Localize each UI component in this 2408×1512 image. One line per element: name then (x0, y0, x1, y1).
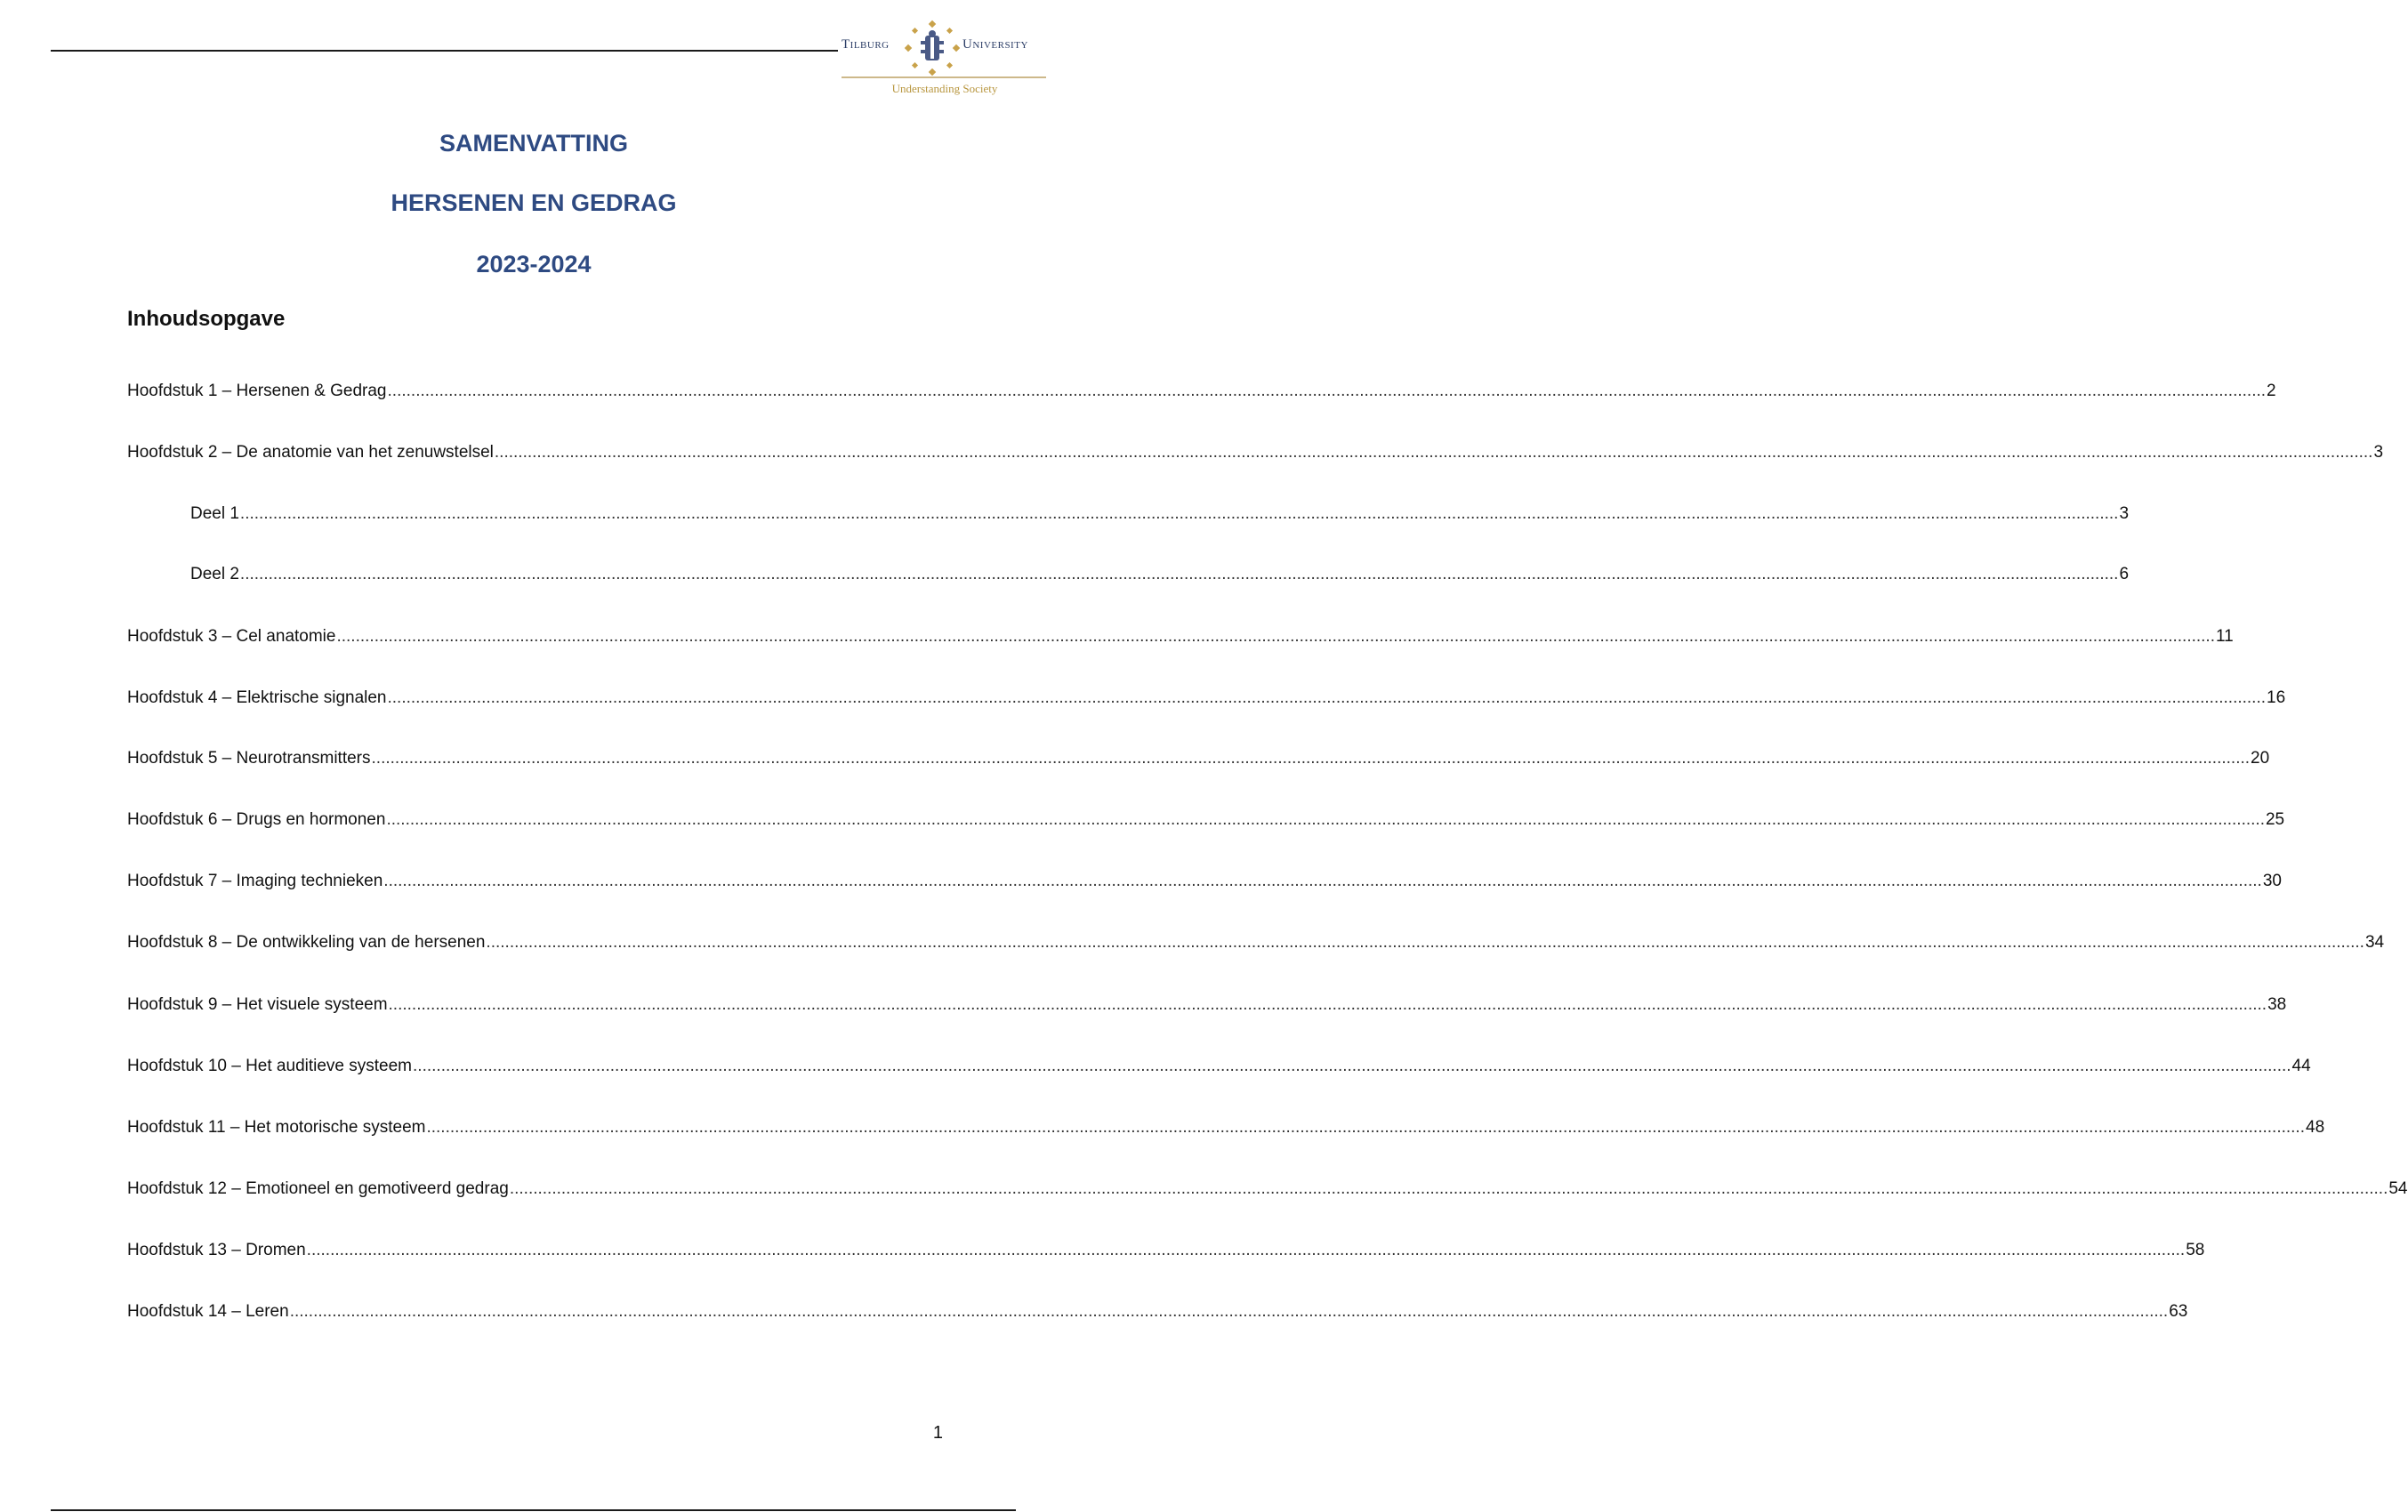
header-rule (51, 50, 838, 52)
toc-entry-label: Hoofdstuk 12 – Emotioneel en gemotiveerd gedrag (127, 1179, 509, 1198)
toc-entry[interactable] (127, 930, 2385, 955)
toc-entry-label: Hoofdstuk 11 – Het motorische systeem (127, 1118, 426, 1137)
toc-entry-label: Hoofdstuk 14 – Leren (127, 1302, 289, 1321)
toc-entry-page: 6 (2119, 565, 2130, 583)
toc-dot-leader: ................................................................................................................................................................................................................................................................................................................................................................................................................ (336, 627, 2215, 646)
toc-dot-leader: ................................................................................................................................................................................................................................................................................................................................................................................................................ (289, 1302, 2169, 1321)
toc-dot-leader: ................................................................................................................................................................................................................................................................................................................................................................................................................ (239, 565, 2119, 583)
toc-entry[interactable] (127, 1238, 2205, 1263)
toc-dot-leader: ................................................................................................................................................................................................................................................................................................................................................................................................................ (509, 1179, 2388, 1198)
toc-entry-page: 20 (2251, 749, 2270, 768)
toc-entry-page: 25 (2265, 810, 2285, 829)
university-emblem-icon (904, 20, 961, 76)
toc-dot-leader: ................................................................................................................................................................................................................................................................................................................................................................................................................ (371, 749, 2251, 768)
logo-rule (842, 76, 1046, 78)
toc-entry-label: Hoofdstuk 9 – Het visuele systeem (127, 995, 388, 1014)
toc-entry-page: 11 (2216, 627, 2234, 646)
toc-entry-label: Hoofdstuk 6 – Drugs en hormonen (127, 810, 386, 829)
toc-dot-leader: ................................................................................................................................................................................................................................................................................................................................................................................................................ (387, 382, 2267, 400)
toc-dot-leader: ................................................................................................................................................................................................................................................................................................................................................................................................................ (426, 1118, 2305, 1137)
toc-entry[interactable] (190, 562, 2130, 587)
toc-entry-label: Hoofdstuk 10 – Het auditieve systeem (127, 1057, 413, 1075)
toc-entry[interactable] (127, 869, 2282, 894)
toc-entry[interactable] (127, 1115, 2325, 1140)
title-samenvatting: SAMENVATTING (439, 130, 628, 157)
logo-word-university: University (962, 37, 1028, 52)
toc-entry-page: 2 (2267, 382, 2276, 400)
toc-entry-label: Hoofdstuk 13 – Dromen (127, 1241, 306, 1259)
toc-entry-label: Hoofdstuk 5 – Neurotransmitters (127, 749, 371, 768)
toc-entry-page: 3 (2373, 443, 2384, 462)
title-year: 2023-2024 (476, 251, 592, 277)
toc-entry-label: Hoofdstuk 1 – Hersenen & Gedrag (127, 382, 387, 400)
toc-entry-label: Deel 1 (190, 504, 239, 523)
toc-entry-page: 38 (2267, 995, 2287, 1014)
toc-entry[interactable] (127, 624, 2234, 649)
toc-entry-page: 16 (2267, 688, 2286, 707)
toc-entry-label: Hoofdstuk 7 – Imaging technieken (127, 872, 383, 890)
footer-rule (51, 1509, 1016, 1511)
toc-dot-leader: ................................................................................................................................................................................................................................................................................................................................................................................................................ (383, 872, 2262, 890)
toc-entry-page: 63 (2169, 1302, 2188, 1321)
toc-entry[interactable] (127, 1177, 2408, 1202)
toc-entry[interactable] (127, 746, 2270, 771)
toc-entry[interactable] (127, 379, 2276, 404)
toc-entry-label: Hoofdstuk 3 – Cel anatomie (127, 627, 336, 646)
toc-dot-leader: ................................................................................................................................................................................................................................................................................................................................................................................................................ (239, 504, 2119, 523)
toc-entry[interactable] (127, 686, 2286, 711)
tilburg-university-logo (840, 18, 1050, 102)
toc-entry-page: 34 (2364, 933, 2385, 952)
toc-entry-label: Hoofdstuk 4 – Elektrische signalen (127, 688, 387, 707)
toc-entry-page: 30 (2262, 872, 2282, 890)
logo-word-tilburg: Tilburg (842, 37, 890, 52)
toc-entry[interactable] (127, 808, 2285, 832)
toc-entry[interactable] (127, 1299, 2188, 1324)
toc-dot-leader: ................................................................................................................................................................................................................................................................................................................................................................................................................ (486, 933, 2364, 952)
toc-dot-leader: ................................................................................................................................................................................................................................................................................................................................................................................................................ (413, 1057, 2291, 1075)
toc-entry[interactable] (127, 993, 2287, 1017)
toc-dot-leader: ................................................................................................................................................................................................................................................................................................................................................................................................................ (387, 688, 2267, 707)
toc-dot-leader: ................................................................................................................................................................................................................................................................................................................................................................................................................ (494, 443, 2373, 462)
toc-entry-page: 58 (2186, 1241, 2205, 1259)
toc-entry-page: 48 (2306, 1118, 2325, 1137)
toc-entry-label: Hoofdstuk 8 – De ontwikkeling van de hersenen (127, 933, 486, 952)
toc-entry-label: Hoofdstuk 2 – De anatomie van het zenuwstelsel (127, 443, 494, 462)
toc-entry[interactable] (127, 440, 2384, 465)
toc-entry-page: 44 (2291, 1057, 2311, 1075)
page-number: 1 (932, 1423, 943, 1443)
toc-heading: Inhoudsopgave (127, 307, 286, 331)
toc-entry[interactable] (127, 1054, 2311, 1079)
toc-entry[interactable] (190, 502, 2130, 527)
title-course: HERSENEN EN GEDRAG (391, 189, 677, 216)
toc-dot-leader: ................................................................................................................................................................................................................................................................................................................................................................................................................ (386, 810, 2265, 829)
toc-entry-page: 54 (2388, 1179, 2408, 1198)
toc-entry-label: Deel 2 (190, 565, 239, 583)
toc-entry-page: 3 (2119, 504, 2130, 523)
toc-dot-leader: ................................................................................................................................................................................................................................................................................................................................................................................................................ (306, 1241, 2186, 1259)
logo-tagline: Understanding Society (891, 82, 998, 95)
toc-dot-leader: ................................................................................................................................................................................................................................................................................................................................................................................................................ (388, 995, 2267, 1014)
